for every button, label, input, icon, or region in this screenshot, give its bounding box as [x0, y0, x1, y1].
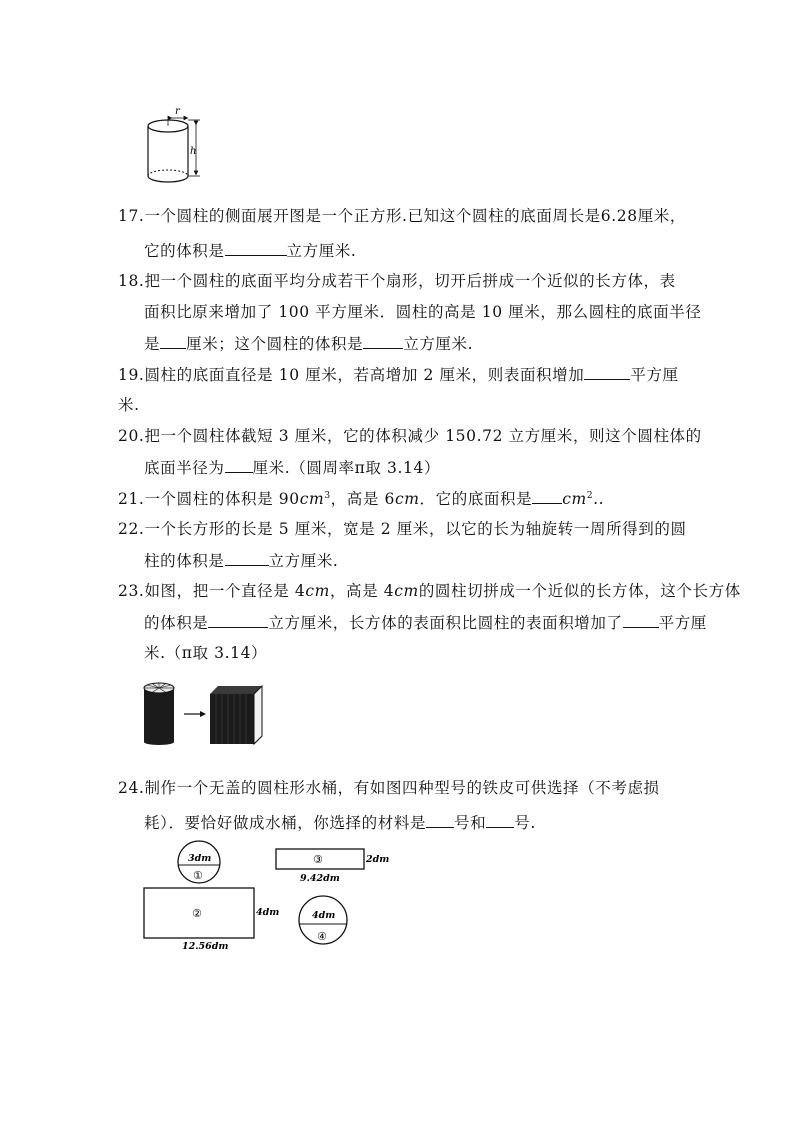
right-arrow-icon [184, 711, 206, 717]
answer-blank[interactable] [584, 364, 630, 380]
question-number: 23. [118, 582, 145, 600]
answer-blank[interactable] [486, 812, 514, 828]
question-text: 底面半径为 [144, 459, 225, 477]
question-text: 它的体积是 [144, 242, 225, 260]
question-text: ，高是 6 [330, 490, 395, 508]
cuboid-icon [210, 686, 262, 744]
question-text: 的体积是 [144, 614, 209, 632]
question-23-line-3 [144, 643, 267, 663]
answer-blank[interactable] [426, 812, 454, 828]
sheet-2-rectangle [144, 888, 279, 952]
question-19-line-2 [118, 395, 140, 415]
sheet-3-number: ③ [313, 853, 323, 866]
sheet-2-height-label: 4dm [256, 907, 280, 918]
question-23-line-1 [118, 581, 741, 601]
question-23-line-2 [144, 612, 707, 633]
answer-blank[interactable] [363, 333, 403, 349]
answer-blank[interactable] [208, 612, 268, 628]
sheet-3-rectangle [276, 849, 389, 884]
question-number: 18. [118, 272, 145, 290]
question-22-line-1 [118, 519, 687, 539]
superscript: 3 [324, 490, 331, 501]
sheet-2-number: ② [192, 907, 202, 920]
question-text: 耗）．要恰好做成水桶，你选择的材料是 [144, 814, 427, 832]
answer-blank[interactable] [225, 550, 269, 566]
cylinder-figure [140, 104, 210, 190]
unit-text: cm [305, 582, 330, 600]
question-18-line-3 [144, 333, 473, 354]
question-text: 一个圆柱的体积是 90 [144, 490, 300, 508]
unit-text: cm [562, 490, 587, 508]
question-17-line-2 [144, 240, 356, 261]
question-24-line-1 [118, 778, 660, 798]
question-text: 的圆柱切拼成一个近似的长方体，这个长方体 [418, 582, 741, 600]
sheet-2-width-label: 12.56dm [182, 941, 229, 952]
sheet-3-width-label: 9.42dm [300, 873, 340, 884]
question-text: 把一个圆柱的底面平均分成若干个扇形，切开后拼成一个近似的长方体，表 [144, 272, 676, 290]
cylinder-to-cuboid-figure [140, 680, 272, 746]
question-text: .. [593, 490, 605, 508]
question-text: 一个圆柱的侧面展开图是一个正方形.已知这个圆柱的底面周长是6.28厘米， [144, 207, 686, 225]
question-text: 制作一个无盖的圆柱形水桶，有如图四种型号的铁皮可供选择（不考虑损 [144, 779, 660, 797]
question-text: 米.（π取 3.14） [144, 644, 268, 662]
question-text: 圆柱的底面直径是 10 厘米，若高增加 2 厘米，则表面积增加 [144, 366, 585, 384]
question-text: 平方厘 [658, 614, 707, 632]
question-text: ，高是 4 [329, 582, 395, 600]
sheet-materials-figure [140, 840, 410, 952]
sheet-1-circle [178, 841, 220, 883]
question-19-line-1 [118, 364, 679, 385]
answer-blank[interactable] [225, 457, 253, 473]
question-18-line-1 [118, 271, 676, 291]
question-number: 24. [118, 779, 145, 797]
question-text: 立方厘米，长方体的表面积比圆柱的表面积增加了 [268, 614, 623, 632]
question-text: 柱的体积是 [144, 552, 225, 570]
question-text: 立方厘米. [403, 335, 474, 353]
question-20-line-1 [118, 426, 702, 446]
question-number: 21. [118, 490, 145, 508]
sheet-3-height-label: 2dm [366, 854, 390, 865]
question-21-line-1 [118, 488, 604, 509]
superscript: 2 [586, 490, 594, 501]
question-text: 厘米.（圆周率π取 3.14） [252, 459, 441, 477]
question-18-line-2 [144, 302, 701, 322]
question-text: 把一个圆柱体截短 3 厘米，它的体积减少 150.72 立方厘米，则这个圆柱体的 [144, 427, 702, 445]
sheet-4-circle [299, 896, 347, 944]
height-label: h [190, 146, 197, 157]
cut-cylinder-icon [144, 683, 174, 745]
unit-text: cm [299, 490, 325, 508]
question-text: ．它的底面积是 [419, 490, 533, 508]
question-20-line-2 [144, 457, 440, 478]
answer-blank[interactable] [225, 240, 287, 256]
question-text: 如图，把一个直径是 4 [144, 582, 306, 600]
question-text: 号. [514, 814, 536, 832]
sheet-4-number: ④ [317, 930, 327, 943]
sheet-4-diameter-label: 4dm [312, 910, 336, 921]
question-22-line-2 [144, 550, 338, 571]
sheet-1-number: ① [193, 869, 203, 882]
question-number: 20. [118, 427, 145, 445]
question-24-line-2 [144, 812, 536, 833]
question-text: 厘米；这个圆柱的体积是 [186, 335, 364, 353]
radius-label: r [175, 106, 180, 117]
question-text: 立方厘米. [268, 552, 339, 570]
question-text: 米. [118, 396, 140, 414]
question-17-line-1 [118, 206, 686, 226]
question-text: 号和 [454, 814, 487, 832]
unit-text: cm [394, 582, 419, 600]
answer-blank[interactable] [160, 333, 186, 349]
question-text: 平方厘 [630, 366, 679, 384]
answer-blank[interactable] [532, 488, 562, 504]
question-number: 17. [118, 207, 145, 225]
question-text: 是 [144, 335, 161, 353]
answer-blank[interactable] [623, 612, 659, 628]
sheet-1-diameter-label: 3dm [188, 853, 212, 864]
question-number: 19. [118, 366, 145, 384]
question-text: 立方厘米. [286, 242, 357, 260]
question-number: 22. [118, 520, 145, 538]
question-text: 一个长方形的长是 5 厘米，宽是 2 厘米，以它的长为轴旋转一周所得到的圆 [144, 520, 687, 538]
question-text: 面积比原来增加了 100 平方厘米．圆柱的高是 10 厘米，那么圆柱的底面半径 [144, 303, 702, 321]
unit-text: cm [394, 490, 420, 508]
